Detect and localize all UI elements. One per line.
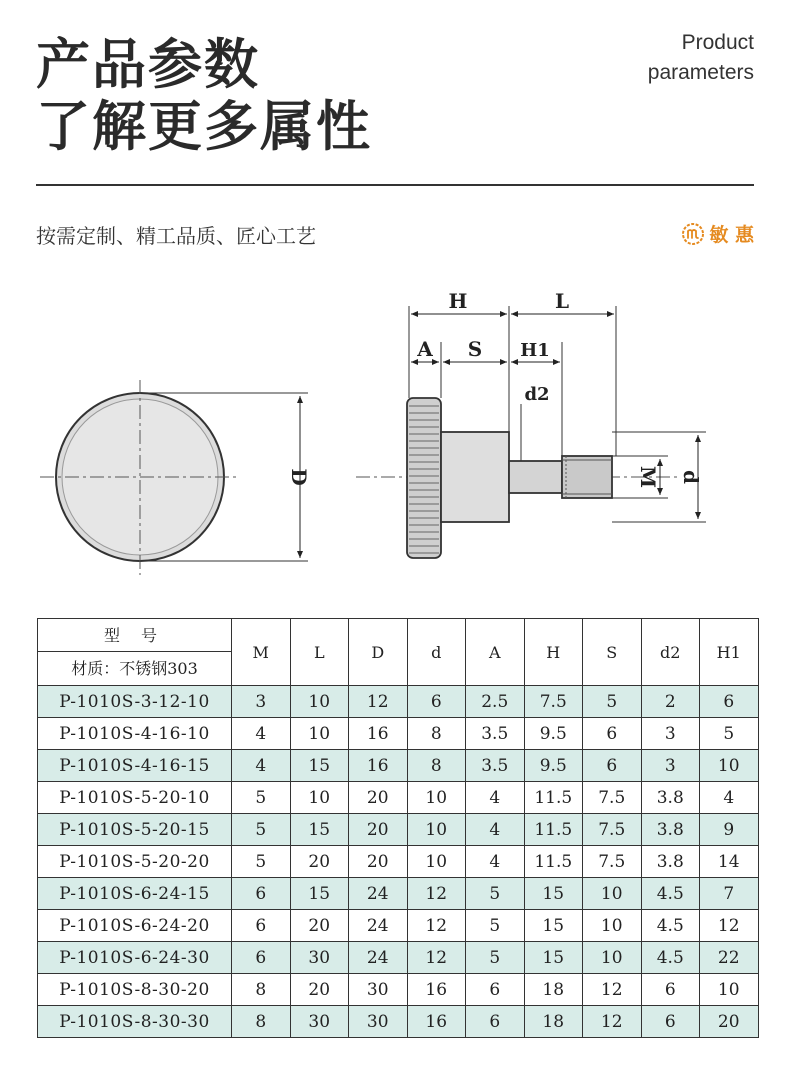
value-cell-s: 7.5 [583, 782, 642, 814]
value-cell-m: 4 [232, 718, 291, 750]
value-cell-d: 30 [349, 974, 408, 1006]
value-cell-d: 8 [407, 750, 466, 782]
column-header: L [290, 619, 349, 686]
table-row [38, 846, 759, 878]
value-cell-m: 3 [232, 686, 291, 718]
value-cell-h1: 22 [700, 942, 759, 974]
brand-logo-icon [681, 222, 705, 246]
value-cell-m: 6 [232, 910, 291, 942]
label-d2: d2 [524, 384, 550, 405]
value-cell-d: 12 [407, 878, 466, 910]
title-english-line-1: Product [681, 31, 754, 54]
value-cell-m: 6 [232, 942, 291, 974]
value-cell-a: 5 [466, 878, 525, 910]
value-cell-d2: 6 [641, 1006, 700, 1038]
model-header-cell [38, 619, 232, 686]
value-cell-h1: 6 [700, 686, 759, 718]
value-cell-a: 4 [466, 846, 525, 878]
value-cell-a: 3.5 [466, 750, 525, 782]
value-cell-h: 11.5 [524, 814, 583, 846]
value-cell-l: 20 [290, 974, 349, 1006]
value-cell-h1: 7 [700, 878, 759, 910]
value-cell-s: 6 [583, 750, 642, 782]
title-english-line-2: parameters [647, 61, 754, 84]
value-cell-l: 30 [290, 1006, 349, 1038]
table-row [38, 782, 759, 814]
model-cell: P-1010S-8-30-30 [38, 1006, 232, 1038]
title-line-2: 了解更多属性 [36, 95, 372, 158]
table-row [38, 750, 759, 782]
value-cell-h1: 4 [700, 782, 759, 814]
value-cell-h1: 12 [700, 910, 759, 942]
model-cell: P-1010S-5-20-10 [38, 782, 232, 814]
value-cell-d2: 3.8 [641, 846, 700, 878]
value-cell-l: 30 [290, 942, 349, 974]
value-cell-d2: 3 [641, 750, 700, 782]
column-header: H1 [700, 619, 759, 686]
label-A: A [417, 337, 433, 361]
value-cell-s: 7.5 [583, 846, 642, 878]
label-M: M [636, 465, 660, 489]
label-D: D [287, 468, 311, 486]
value-cell-d: 24 [349, 878, 408, 910]
value-cell-h1: 5 [700, 718, 759, 750]
value-cell-s: 7.5 [583, 814, 642, 846]
value-cell-l: 15 [290, 750, 349, 782]
value-cell-s: 10 [583, 878, 642, 910]
table-row [38, 942, 759, 974]
value-cell-a: 5 [466, 942, 525, 974]
value-cell-s: 10 [583, 910, 642, 942]
value-cell-d: 20 [349, 782, 408, 814]
table-body [38, 686, 759, 1038]
header-divider [36, 184, 754, 186]
model-cell: P-1010S-4-16-10 [38, 718, 232, 750]
model-cell: P-1010S-6-24-20 [38, 910, 232, 942]
value-cell-m: 4 [232, 750, 291, 782]
table-row [38, 1006, 759, 1038]
value-cell-h1: 14 [700, 846, 759, 878]
value-cell-m: 5 [232, 814, 291, 846]
value-cell-l: 15 [290, 878, 349, 910]
model-header: 型 号 [38, 619, 231, 652]
value-cell-m: 8 [232, 1006, 291, 1038]
value-cell-l: 20 [290, 846, 349, 878]
value-cell-d2: 3.8 [641, 782, 700, 814]
column-header: H [524, 619, 583, 686]
value-cell-d2: 4.5 [641, 942, 700, 974]
value-cell-m: 8 [232, 974, 291, 1006]
value-cell-h: 9.5 [524, 750, 583, 782]
value-cell-s: 12 [583, 974, 642, 1006]
title-line-1: 产品参数 [36, 33, 260, 96]
value-cell-h: 15 [524, 942, 583, 974]
value-cell-d: 30 [349, 1006, 408, 1038]
value-cell-a: 6 [466, 974, 525, 1006]
value-cell-d: 16 [349, 718, 408, 750]
value-cell-l: 10 [290, 782, 349, 814]
table-row [38, 814, 759, 846]
value-cell-h: 11.5 [524, 782, 583, 814]
brand [681, 220, 754, 247]
value-cell-d: 16 [407, 1006, 466, 1038]
value-cell-h1: 9 [700, 814, 759, 846]
column-header: D [349, 619, 408, 686]
value-cell-d2: 3.8 [641, 814, 700, 846]
model-cell: P-1010S-6-24-15 [38, 878, 232, 910]
side-view [356, 398, 680, 558]
label-S: S [467, 337, 483, 361]
column-header: d [407, 619, 466, 686]
value-cell-h: 9.5 [524, 718, 583, 750]
value-cell-d: 20 [349, 814, 408, 846]
table-row [38, 910, 759, 942]
value-cell-s: 12 [583, 1006, 642, 1038]
column-header: A [466, 619, 525, 686]
model-cell: P-1010S-5-20-15 [38, 814, 232, 846]
value-cell-a: 4 [466, 782, 525, 814]
value-cell-h: 15 [524, 878, 583, 910]
value-cell-a: 3.5 [466, 718, 525, 750]
value-cell-a: 4 [466, 814, 525, 846]
material-header: 材质：不锈钢303 [71, 659, 198, 678]
value-cell-d: 8 [407, 718, 466, 750]
value-cell-d: 12 [349, 686, 408, 718]
brand-name: 敏 惠 [709, 224, 754, 246]
value-cell-h: 18 [524, 1006, 583, 1038]
spec-table [37, 618, 759, 1038]
value-cell-a: 2.5 [466, 686, 525, 718]
model-cell: P-1010S-8-30-20 [38, 974, 232, 1006]
value-cell-d2: 4.5 [641, 910, 700, 942]
value-cell-m: 5 [232, 782, 291, 814]
title-english [648, 28, 754, 88]
table-row [38, 878, 759, 910]
value-cell-d2: 6 [641, 974, 700, 1006]
value-cell-d: 16 [407, 974, 466, 1006]
table-row [38, 686, 759, 718]
value-cell-d: 12 [407, 942, 466, 974]
value-cell-s: 10 [583, 942, 642, 974]
value-cell-s: 5 [583, 686, 642, 718]
column-header: M [232, 619, 291, 686]
model-cell: P-1010S-6-24-30 [38, 942, 232, 974]
value-cell-h: 18 [524, 974, 583, 1006]
value-cell-l: 20 [290, 910, 349, 942]
label-H: H [448, 289, 468, 313]
value-cell-d2: 4.5 [641, 878, 700, 910]
slogan: 按需定制、精工品质、匠心工艺 [36, 224, 316, 248]
value-cell-m: 5 [232, 846, 291, 878]
value-cell-h: 11.5 [524, 846, 583, 878]
column-header: d2 [641, 619, 700, 686]
value-cell-d: 10 [407, 846, 466, 878]
value-cell-s: 6 [583, 718, 642, 750]
value-cell-a: 6 [466, 1006, 525, 1038]
table-header-row [38, 619, 759, 686]
value-cell-a: 5 [466, 910, 525, 942]
value-cell-d: 6 [407, 686, 466, 718]
value-cell-l: 10 [290, 718, 349, 750]
label-H1: H1 [520, 340, 550, 361]
value-cell-d: 24 [349, 942, 408, 974]
model-cell: P-1010S-3-12-10 [38, 686, 232, 718]
value-cell-d: 24 [349, 910, 408, 942]
value-cell-h1: 20 [700, 1006, 759, 1038]
column-header: S [583, 619, 642, 686]
label-L: L [554, 289, 570, 313]
value-cell-d: 10 [407, 814, 466, 846]
value-cell-h1: 10 [700, 974, 759, 1006]
value-cell-h: 7.5 [524, 686, 583, 718]
value-cell-d: 12 [407, 910, 466, 942]
front-view [40, 380, 308, 575]
value-cell-d: 16 [349, 750, 408, 782]
table-row [38, 974, 759, 1006]
table-row [38, 718, 759, 750]
value-cell-d2: 3 [641, 718, 700, 750]
value-cell-l: 15 [290, 814, 349, 846]
page-title [36, 34, 372, 158]
value-cell-d: 20 [349, 846, 408, 878]
label-d: d [679, 470, 703, 484]
value-cell-h: 15 [524, 910, 583, 942]
model-cell: P-1010S-5-20-20 [38, 846, 232, 878]
value-cell-h1: 10 [700, 750, 759, 782]
value-cell-d2: 2 [641, 686, 700, 718]
value-cell-l: 10 [290, 686, 349, 718]
model-cell: P-1010S-4-16-15 [38, 750, 232, 782]
technical-drawing [0, 280, 790, 590]
value-cell-d: 10 [407, 782, 466, 814]
value-cell-m: 6 [232, 878, 291, 910]
